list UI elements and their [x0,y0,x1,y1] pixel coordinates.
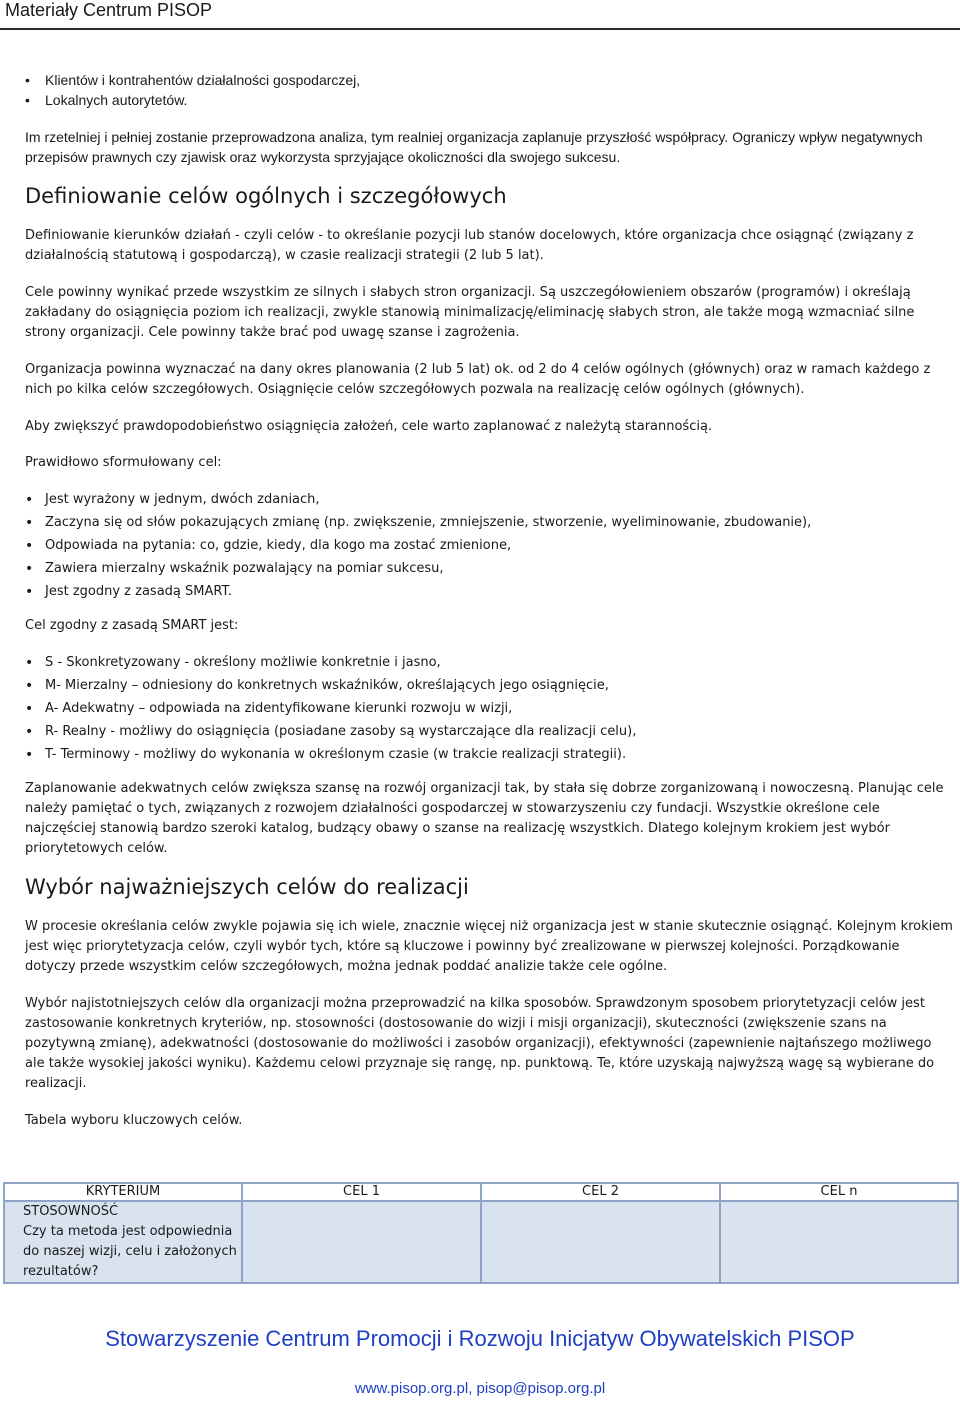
goal-2-cell [481,1201,720,1283]
paragraph: Definiowanie kierunków działań - czyli celów - to określanie pozycji lub stanów docelowych, które organizacja chce osiągnąć (związany z działalnością statutową i gospodarczą), w czasie realizacji strategii (2 lub 5 lat). [25,228,914,263]
paragraph: Wybór najistotniejszych celów dla organizacji można przeprowadzić na kilka sposobów. Sprawdzonym sposobem priorytetyzacji celów jest zastosowanie konkretnych kryteriów, np. stosowności (dostosowanie do wizji i misji organizacji), skuteczności (zwiększenie szans na pozytywną zmianę), adekwatności (dostosowanie do możliwości i zasobów organizacji), efektywności (zapewnienie najtańszego możliwego ale także wysokiej jakości wyniku). Każdemu celowi przyznaje się rangę, np. punktową. Te, które uzyskają najwyższą wagę są wybierane do realizacji. [25,996,935,1091]
paragraph: Zaplanowanie adekwatnych celów zwiększa szansę na rozwój organizacji tak, by stała się dobrze zorganizowaną i nowoczesną. Planując cele należy pamiętać o tych, związanych z rozwojem działalności gospodarczej w stowarzyszeniu czy fundacji. Wszystkie określone cele najczęściej stanowią bardzo szeroki katalog, budzący obawy o szanse na realizację wszystkich. Dlatego kolejnym krokiem jest wybór priorytetowych celów. [25,781,944,856]
list-item: • M- Mierzalny – odniesiony do konkretnych wskaźników, określających jego osiągnięcie, [25,676,953,696]
list-item: • Zawiera mierzalny wskaźnik pozwalający na pomiar sukcesu, [25,559,953,579]
footer-contact[interactable]: www.pisop.org.pl, pisop@pisop.org.pl [354,1380,606,1397]
table-caption: Tabela wyboru kluczowych celów. [25,1113,243,1128]
list-item: • Jest wyrażony w jednym, dwóch zdaniach, [25,490,953,510]
list-item: • Jest zgodny z zasadą SMART. [25,582,953,602]
page-header [0,0,960,30]
paragraph: Organizacja powinna wyznaczać na dany okres planowania (2 lub 5 lat) ok. od 2 do 4 celów ogólnych (głównych) oraz w ramach każdego z nich po kilka celów szczegółowych. Osiągnięcie celów szczegółowych pozwala na realizację celów ogólnych (głównych). [25,362,931,397]
smart-list [25,653,953,765]
column-header-goal-n: CEL n [720,1183,958,1201]
criterion-title: STOSOWNOŚĆ [23,1204,119,1219]
section-heading-priorities: Wybór najważniejszych celów do realizacji [25,875,469,899]
column-header-criterion: KRYTERIUM [4,1183,242,1201]
table-row [4,1201,958,1283]
list-item: • R- Realny - możliwy do osiągnięcia (posiadane zasoby są wystarczające dla realizacji celu), [25,722,953,742]
intro-bullet-list [25,70,953,110]
header-divider [0,28,960,30]
footer-organization: Stowarzyszenie Centrum Promocji i Rozwoju Inicjatyw Obywatelskich PISOP [105,1326,855,1351]
goal-criteria-list [25,490,953,602]
goal-selection-table [3,1182,959,1284]
goal-1-cell [242,1201,481,1283]
list-item: • Zaczyna się od słów pokazujących zmianę (np. zwiększenie, zmniejszenie, stworzenie, wyeliminowanie, zbudowanie), [25,513,953,533]
list-item: • T- Terminowy - możliwy do wykonania w określonym czasie (w trakcie realizacji strategii). [25,745,953,765]
list-item: • Lokalnych autorytetów. [25,90,953,110]
list-item: • Klientów i kontrahentów działalności gospodarczej, [25,70,953,90]
section-heading-goals: Definiowanie celów ogólnych i szczegółowych [25,184,507,208]
list-item: • S - Skonkretyzowany - określony możliwie konkretnie i jasno, [25,653,953,673]
paragraph: Prawidłowo sformułowany cel: [25,455,222,470]
paragraph: Aby zwiększyć prawdopodobieństwo osiągnięcia założeń, cele warto zaplanować z należytą starannością. [25,419,713,434]
column-header-goal-2: CEL 2 [481,1183,720,1201]
goal-n-cell [720,1201,958,1283]
criterion-cell [4,1201,242,1283]
paragraph: W procesie określania celów zwykle pojawia się ich wiele, znacznie więcej niż organizacja jest w stanie skutecznie osiągnąć. Kolejnym krokiem jest więc priorytetyzacja celów, czyli wybór tych, które są kluczowe i powinny być zrealizowane w pierwszej kolejności. Porządkowanie dotyczy przede wszystkim celów szczegółowych, można jednak poddać analizie także cele ogólne. [25,919,953,974]
list-item: • Odpowiada na pytania: co, gdzie, kiedy, dla kogo ma zostać zmienione, [25,536,953,556]
intro-paragraph: Im rzetelniej i pełniej zostanie przeprowadzona analiza, tym realniej organizacja zaplanuje przyszłość współpracy. Ograniczy wpływ negatywnych przepisów prawnych czy zjawisk oraz wykorzysta sprzyjające okoliczności dla swojego sukcesu. [25,129,923,165]
list-item: • A- Adekwatny – odpowiada na zidentyfikowane kierunki rozwoju w wizji, [25,699,953,719]
column-header-goal-1: CEL 1 [242,1183,481,1201]
paragraph: Cele powinny wynikać przede wszystkim ze silnych i słabych stron organizacji. Są uszczegółowieniem obszarów (programów) i określają zakładany do osiągnięcia poziom ich realizacji, zwykle stanowią minimalizację/eliminację słabych stron, ale także mogą wzmacniać silne strony organizacji. Cele powinny także brać pod uwagę szanse i zagrożenia. [25,285,915,340]
header-title: Materiały Centrum PISOP [5,0,213,20]
document-body [25,70,953,1131]
table-header-row [4,1183,958,1201]
paragraph: Cel zgodny z zasadą SMART jest: [25,618,239,633]
goal-selection-table-wrap [3,1182,957,1282]
criterion-question: Czy ta metoda jest odpowiednia do naszej wizji, celu i założonych rezultatów? [23,1224,237,1279]
